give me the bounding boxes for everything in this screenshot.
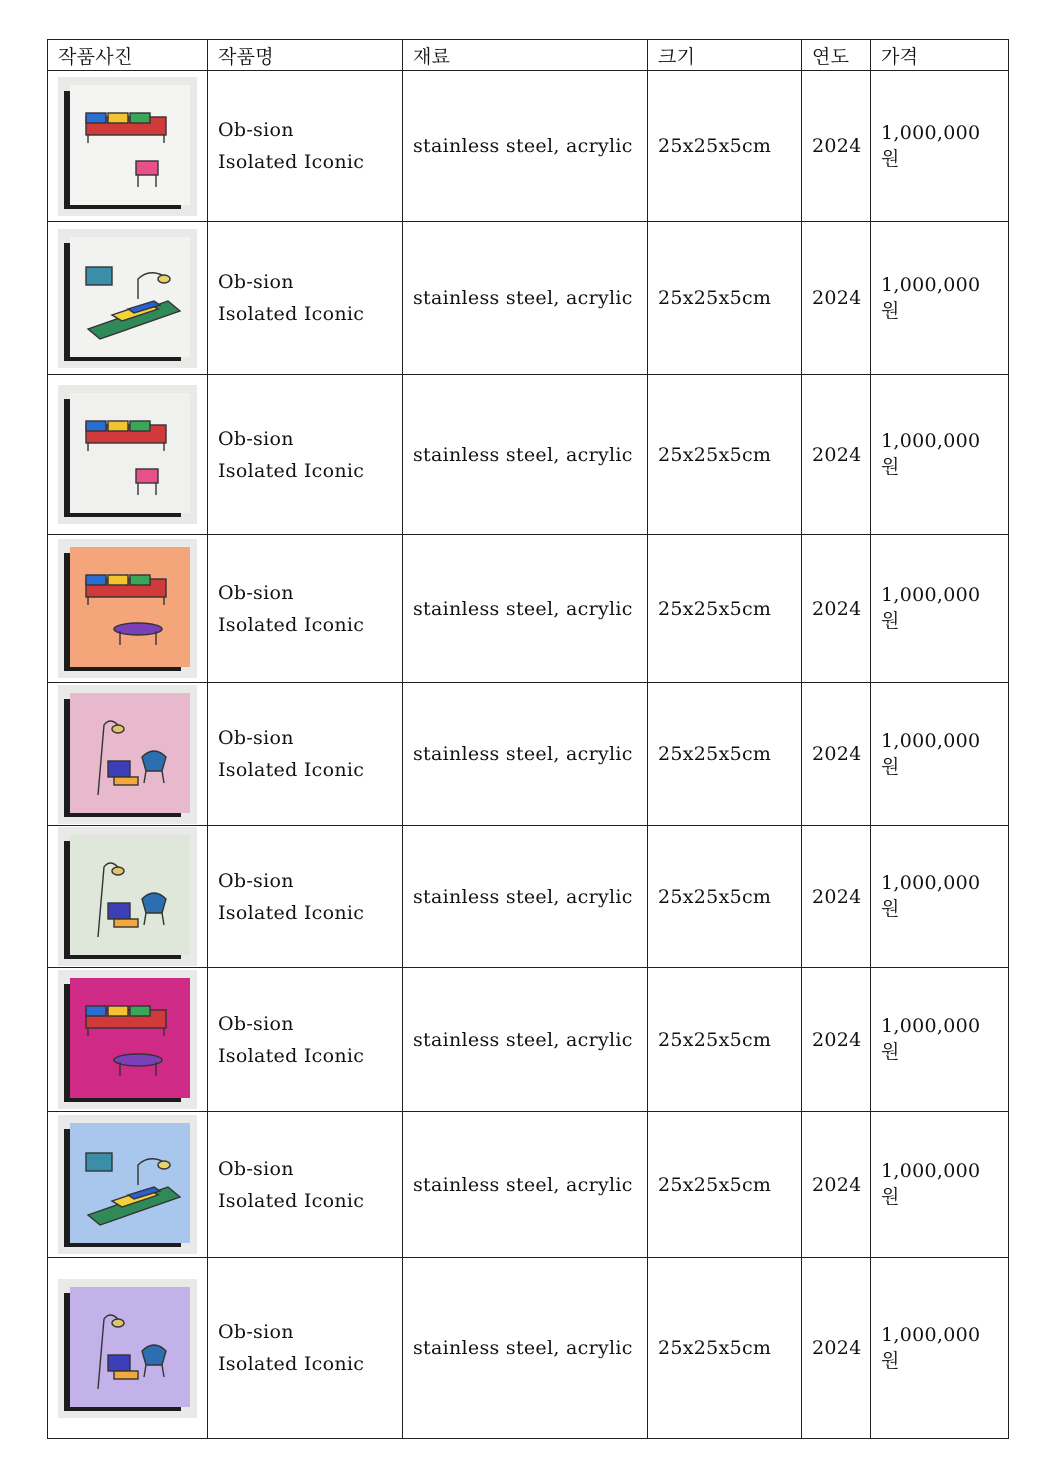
artwork-photo-cell — [48, 375, 208, 535]
header-title: 작품명 — [208, 40, 403, 71]
artwork-title-cell — [208, 826, 403, 968]
artwork-photo — [58, 970, 197, 1109]
artwork-title-cell — [208, 71, 403, 222]
artwork-photo-cell — [48, 222, 208, 375]
artwork-material: stainless steel, acrylic — [403, 375, 648, 535]
artwork-title-cell — [208, 1258, 403, 1439]
artwork-photo — [58, 827, 197, 966]
header-material: 재료 — [403, 40, 648, 71]
artwork-title-line1: Ob-sion — [218, 581, 294, 604]
artwork-title-line1: Ob-sion — [218, 271, 294, 293]
artwork-material: stainless steel, acrylic — [403, 1112, 648, 1258]
artwork-price: 1,000,000원 — [871, 683, 1009, 826]
artwork-title-line1: Ob-sion — [218, 119, 294, 141]
artwork-title-cell — [208, 1112, 403, 1258]
table-row — [48, 826, 1009, 968]
artwork-title-line1: Ob-sion — [218, 427, 294, 450]
artwork-material: stainless steel, acrylic — [403, 71, 648, 222]
artwork-price: 1,000,000원 — [871, 968, 1009, 1112]
header-year: 연도 — [802, 40, 871, 71]
artwork-year: 2024 — [802, 1112, 871, 1258]
artwork-size: 25x25x5cm — [648, 826, 802, 968]
artwork-photo — [58, 539, 197, 678]
artwork-price: 1,000,000원 — [871, 71, 1009, 222]
artwork-year: 2024 — [802, 71, 871, 222]
artwork-size: 25x25x5cm — [648, 375, 802, 535]
artwork-photo — [58, 685, 197, 824]
artwork-price: 1,000,000원 — [871, 826, 1009, 968]
header-photo: 작품사진 — [48, 40, 208, 71]
artwork-title-line2: Isolated Iconic — [218, 901, 365, 924]
artwork-year: 2024 — [802, 683, 871, 826]
artwork-photo — [58, 385, 197, 524]
artwork-photo — [58, 1279, 197, 1418]
artwork-title-line1: Ob-sion — [218, 1012, 294, 1035]
artwork-title-line2: Isolated Iconic — [218, 459, 365, 482]
artwork-title-line2: Isolated Iconic — [218, 759, 365, 781]
artwork-material: stainless steel, acrylic — [403, 826, 648, 968]
artwork-material: stainless steel, acrylic — [403, 535, 648, 683]
artwork-price: 1,000,000원 — [871, 535, 1009, 683]
artwork-title-cell — [208, 968, 403, 1112]
artwork-photo-cell — [48, 535, 208, 683]
artwork-photo-cell — [48, 1112, 208, 1258]
artwork-material: stainless steel, acrylic — [403, 222, 648, 375]
artwork-photo — [58, 1115, 197, 1254]
artwork-title-cell — [208, 375, 403, 535]
artwork-material: stainless steel, acrylic — [403, 968, 648, 1112]
artwork-title-line1: Ob-sion — [218, 727, 294, 749]
artwork-photo-cell — [48, 683, 208, 826]
table-row — [48, 683, 1009, 826]
artwork-title-line2: Isolated Iconic — [218, 613, 365, 636]
table-row — [48, 535, 1009, 683]
artwork-year: 2024 — [802, 826, 871, 968]
artwork-table — [47, 39, 1009, 1439]
table-row — [48, 71, 1009, 222]
artwork-year: 2024 — [802, 1258, 871, 1439]
artwork-photo-cell — [48, 71, 208, 222]
artwork-size: 25x25x5cm — [648, 683, 802, 826]
table-row — [48, 1112, 1009, 1258]
artwork-title-line1: Ob-sion — [218, 1321, 294, 1343]
artwork-price: 1,000,000원 — [871, 1258, 1009, 1439]
artwork-size: 25x25x5cm — [648, 1258, 802, 1439]
artwork-title-line1: Ob-sion — [218, 869, 294, 892]
artwork-material: stainless steel, acrylic — [403, 1258, 648, 1439]
header-size: 크기 — [648, 40, 802, 71]
artwork-title-line2: Isolated Iconic — [218, 1353, 365, 1375]
artwork-photo — [58, 77, 197, 216]
table-row — [48, 375, 1009, 535]
header-price: 가격 — [871, 40, 1009, 71]
table-row — [48, 222, 1009, 375]
artwork-title-cell — [208, 683, 403, 826]
artwork-title-line2: Isolated Iconic — [218, 151, 365, 173]
artwork-size: 25x25x5cm — [648, 1112, 802, 1258]
artwork-title-line1: Ob-sion — [218, 1157, 294, 1180]
artwork-year: 2024 — [802, 222, 871, 375]
artwork-price: 1,000,000원 — [871, 1112, 1009, 1258]
artwork-title-line2: Isolated Iconic — [218, 1189, 365, 1212]
artwork-title-cell — [208, 222, 403, 375]
table-row — [48, 1258, 1009, 1439]
artwork-year: 2024 — [802, 375, 871, 535]
artwork-size: 25x25x5cm — [648, 222, 802, 375]
artwork-price: 1,000,000원 — [871, 375, 1009, 535]
artwork-title-cell — [208, 535, 403, 683]
artwork-photo-cell — [48, 1258, 208, 1439]
artwork-size: 25x25x5cm — [648, 968, 802, 1112]
artwork-title-line2: Isolated Iconic — [218, 303, 365, 325]
artwork-size: 25x25x5cm — [648, 71, 802, 222]
artwork-year: 2024 — [802, 535, 871, 683]
artwork-year: 2024 — [802, 968, 871, 1112]
artwork-material: stainless steel, acrylic — [403, 683, 648, 826]
artwork-photo-cell — [48, 968, 208, 1112]
artwork-photo-cell — [48, 826, 208, 968]
table-row — [48, 968, 1009, 1112]
artwork-photo — [58, 229, 197, 368]
header-row — [48, 40, 1009, 71]
artwork-size: 25x25x5cm — [648, 535, 802, 683]
artwork-title-line2: Isolated Iconic — [218, 1044, 365, 1067]
artwork-price: 1,000,000원 — [871, 222, 1009, 375]
